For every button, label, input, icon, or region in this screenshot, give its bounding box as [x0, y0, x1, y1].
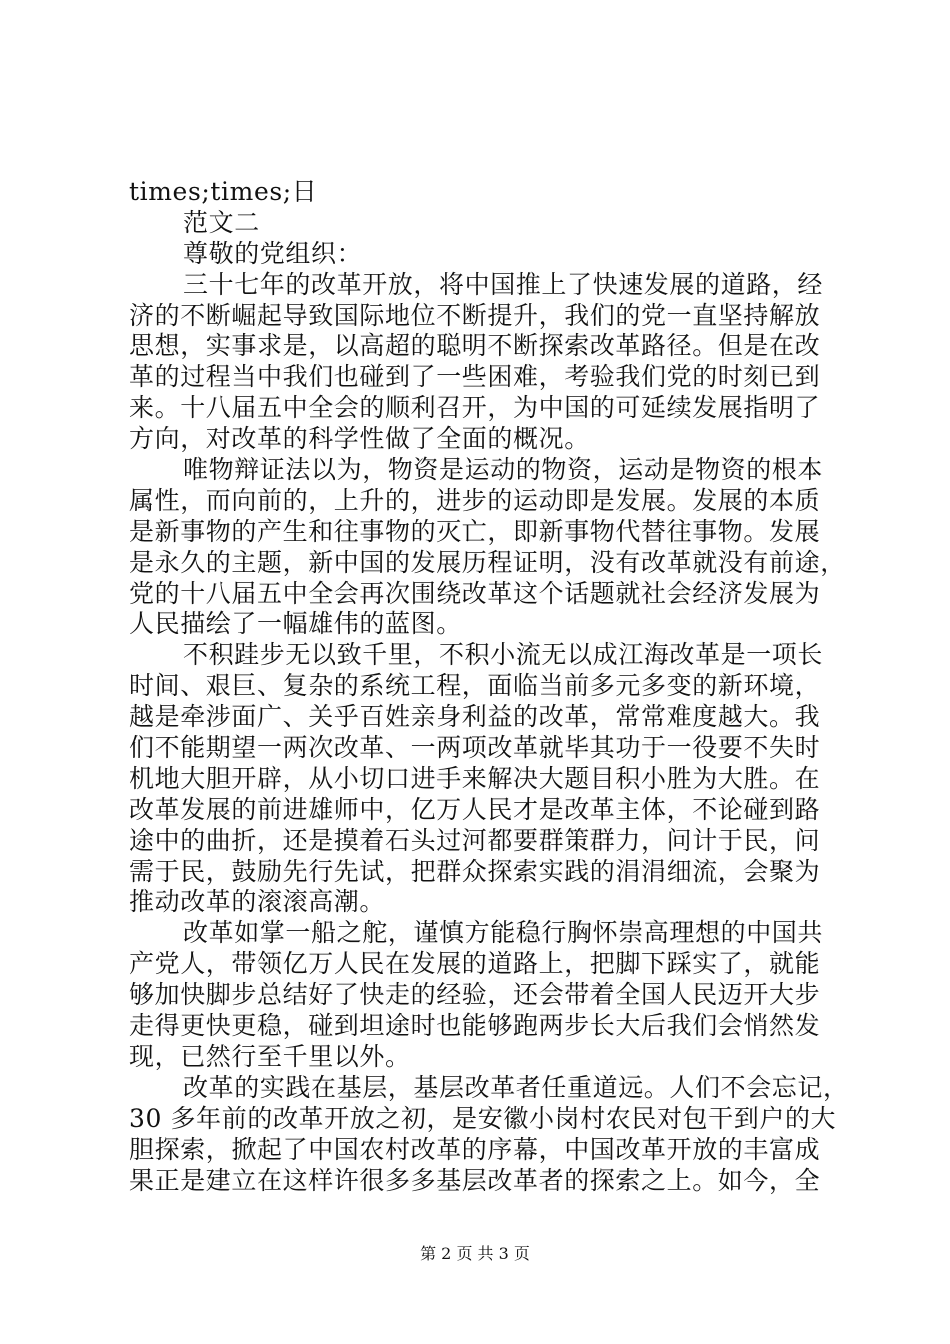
- text-line: 够加快脚步总结好了快走的经验，还会带着全国人民迈开大步: [129, 980, 821, 1010]
- text-line: 走得更快更稳，碰到坦途时也能够跑两步长大后我们会悄然发: [129, 1011, 821, 1041]
- text-line: 推动改革的滚滚高潮。: [129, 887, 386, 917]
- text-line: 胆探索，掀起了中国农村改革的序幕，中国改革开放的丰富成: [129, 1134, 821, 1164]
- text-line: 现，已然行至千里以外。: [129, 1041, 411, 1071]
- text-line: 果正是建立在这样许很多多基层改革者的探索之上。如今，全: [129, 1165, 821, 1195]
- text-line: 需于民，鼓励先行先试，把群众探索实践的涓涓细流，会聚为: [129, 856, 821, 886]
- text-line: 三十七年的改革开放，将中国推上了快速发展的道路，经: [183, 269, 824, 299]
- text-line: 革的过程当中我们也碰到了一些困难，考验我们党的时刻已到: [129, 362, 821, 392]
- page-footer: 第 2 页 共 3 页: [420, 1244, 530, 1263]
- text-line: 越是牵涉面广、关乎百姓亲身利益的改革，常常难度越大。我: [129, 702, 821, 732]
- text-line: 尊敬的党组织：: [183, 238, 363, 268]
- text-line: 党的十八届五中全会再次围绕改革这个话题就社会经济发展为: [129, 578, 821, 608]
- text-line: 途中的曲折，还是摸着石头过河都要群策群力，问计于民，问: [129, 825, 821, 855]
- text-line: 济的不断崛起导致国际地位不断提升，我们的党一直坚持解放: [129, 300, 821, 330]
- text-line: 范文二: [183, 207, 260, 237]
- text-line: 30 多年前的改革开放之初，是安徽小岗村农民对包干到户的大: [129, 1103, 837, 1133]
- text-line: 唯物辩证法以为，物资是运动的物资，运动是物资的根本: [183, 455, 824, 485]
- text-line: 改革的实践在基层，基层改革者任重道远。人们不会忘记，: [183, 1072, 849, 1102]
- text-line: times;times;日: [129, 177, 318, 206]
- document-body: [129, 177, 849, 1196]
- text-line: 方向，对改革的科学性做了全面的概况。: [129, 424, 590, 454]
- text-line: 机地大胆开辟，从小切口进手来解决大题目积小胜为大胜。在: [129, 763, 821, 793]
- text-line: 人民描绘了一幅雄伟的蓝图。: [129, 609, 462, 639]
- text-line: 来。十八届五中全会的顺利召开，为中国的可延续发展指明了: [129, 393, 821, 423]
- text-line: 改革如掌一船之舵，谨慎方能稳行胸怀崇高理想的中国共: [183, 918, 824, 948]
- text-line: 时间、艰巨、复杂的系统工程，面临当前多元多变的新环境，: [129, 671, 821, 701]
- text-line: 思想，实事求是，以高超的聪明不断探索改革路径。但是在改: [129, 331, 821, 361]
- text-line: 是永久的主题，新中国的发展历程证明，没有改革就没有前途，: [129, 547, 846, 577]
- text-line: 改革发展的前进雄师中，亿万人民才是改革主体，不论碰到路: [129, 794, 821, 824]
- text-line: 属性，而向前的，上升的，进步的运动即是发展。发展的本质: [129, 485, 821, 515]
- text-line: 产党人，带领亿万人民在发展的道路上，把脚下踩实了，就能: [129, 949, 821, 979]
- text-line: 不积跬步无以致千里，不积小流无以成江海改革是一项长: [183, 640, 824, 670]
- text-line: 们不能期望一两次改革、一两项改革就毕其功于一役要不失时: [129, 733, 821, 763]
- text-line: 是新事物的产生和往事物的灭亡，即新事物代替往事物。发展: [129, 516, 821, 546]
